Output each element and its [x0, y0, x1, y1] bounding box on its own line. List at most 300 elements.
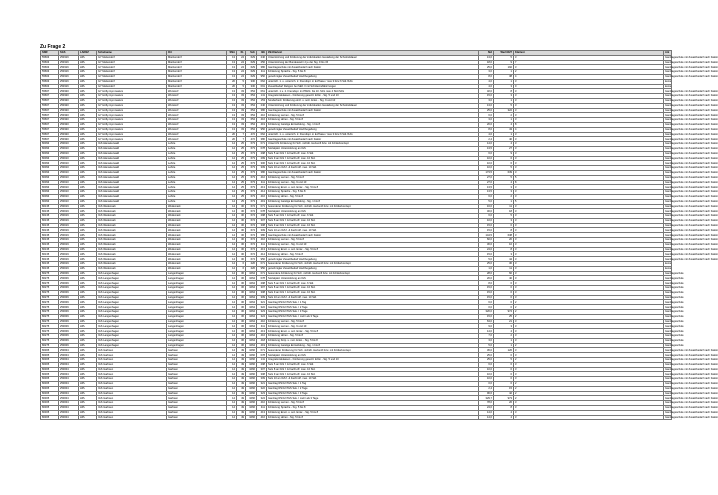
table-cell: Langenhagen: [167, 310, 227, 315]
table-cell: IGS Wedemark: [97, 214, 167, 219]
column-header: Wert3427: [494, 51, 514, 56]
column-header: ZB-Klartext: [267, 51, 479, 56]
table-cell: Ganztagsschule mit Zusatzbedarf nach Faktor: [665, 147, 718, 151]
table-cell: 6,0: [479, 300, 494, 305]
table-cell: 322: [494, 108, 514, 113]
table-cell: Wedemark: [167, 247, 227, 252]
table-cell: 49: [237, 372, 246, 377]
table-cell: 1064: [246, 338, 257, 343]
table-cell: Ganztagsschule mit Zusatzbedarf nach Faktor: [665, 204, 718, 208]
table-cell: 673: [246, 151, 257, 156]
table-cell: Förderung Sprache - Sig. 5 bis 8: [267, 190, 479, 195]
table-cell: IGS Hänselerwald: [97, 142, 167, 147]
table-cell: Unterstützung und Förderung der individuellen Gestaltung der Schulzeitdauer: [267, 103, 479, 108]
table-cell: 25: [494, 314, 514, 319]
table-cell: HPL: [79, 199, 97, 204]
table-cell: HPL: [79, 338, 97, 343]
table-cell: 410: [257, 113, 267, 118]
table-cell: 30: [237, 242, 246, 247]
table-cell: 320,0: [479, 310, 494, 315]
table-cell: 5: [514, 175, 664, 180]
table-cell: Garbsen: [167, 367, 227, 372]
table-cell: 13: [227, 118, 237, 123]
table-cell: 308: [257, 223, 267, 228]
table-cell: 3: [514, 362, 664, 367]
table-cell: 80305: [41, 405, 59, 410]
table-cell: 14: [227, 175, 237, 180]
table-cell: 3: [514, 118, 664, 123]
table-cell: 25: [237, 180, 246, 185]
table-cell: 062: [257, 79, 267, 84]
table-cell: 80275: [41, 286, 59, 291]
table-cell: Sozialpäd. Unterstützung an IGS: [267, 276, 479, 281]
table-cell: 2: [514, 386, 664, 391]
table-cell: 14: [227, 372, 237, 377]
table-cell: unterrich. 1. u. unterrich. 2. Fremdspr. in E-Phase / max 3 bzw 6 Std./SJG: [267, 79, 479, 84]
table-cell: 55663: [41, 74, 59, 79]
table-cell: 2: [494, 194, 514, 199]
table-cell: Ganztagsschule mit Zusatzbedarf nach Faktor: [665, 65, 718, 69]
table-cell: 253320: [59, 122, 79, 127]
table-cell: 3: [514, 156, 664, 161]
table-cell: 654: [246, 127, 257, 132]
table-cell: 416: [257, 415, 267, 420]
table-cell: 674: [246, 238, 257, 243]
table-cell: 14: [227, 362, 237, 367]
table-cell: Förderung Hören - Sig. 5 bis 8: [267, 118, 479, 123]
table-cell: 33: [237, 89, 246, 94]
table-cell: 973: [494, 396, 514, 401]
column-header: Anl: [664, 51, 672, 56]
table-cell: 0,0: [479, 381, 494, 386]
table-cell: 253004: [59, 377, 79, 382]
table-cell: 24: [237, 74, 246, 79]
table-cell: GY Meitendorf: [97, 79, 167, 84]
table-cell: 14: [227, 338, 237, 343]
table-cell: 324: [257, 314, 267, 319]
table-cell: 629: [246, 60, 257, 65]
table-cell: 15,0: [479, 223, 494, 228]
table-cell: 13,5: [479, 185, 494, 190]
table-cell: IGS Wedemark: [97, 238, 167, 243]
table-cell: 416: [257, 334, 267, 339]
table-cell: 80135: [41, 223, 59, 228]
table-cell: 14: [227, 391, 237, 396]
table-cell: 322: [257, 305, 267, 310]
table-cell: IGS Langenhagen: [97, 343, 167, 348]
table-cell: 25,0: [479, 262, 494, 267]
table-cell: 30: [237, 214, 246, 219]
table-cell: 253009: [59, 310, 79, 315]
table-cell: IGS Hänselerwald: [97, 194, 167, 199]
table-cell: 3: [514, 367, 664, 372]
table-cell: 10,0: [479, 166, 494, 171]
table-cell: Zusatzbedarf Religion bei SEK II mit Schülerzahlkürzungen: [267, 84, 479, 89]
table-cell: Lehrte: [167, 180, 227, 185]
table-cell: 13,0: [479, 103, 494, 108]
table-cell: 3: [514, 233, 664, 238]
table-cell: 80135: [41, 257, 59, 262]
table-cell: 15,0: [479, 228, 494, 233]
table-cell: GY Höfty-Gymnasium: [97, 94, 167, 99]
table-cell: Ganztagsschule mit Zusatzbedarf nach Faktor: [665, 123, 718, 127]
table-cell: 3: [514, 266, 664, 271]
table-cell: 0: [494, 290, 514, 295]
table-cell: Langenhagen: [167, 338, 227, 343]
table-cell: 5: [237, 84, 246, 89]
table-cell: 13: [227, 108, 237, 113]
table-cell: 40: [494, 137, 514, 142]
table-cell: Ganztag RS/GY/IGS Sek. I 2 Tage: [267, 386, 479, 391]
table-cell: Wunstorf: [167, 132, 227, 137]
table-cell: 380: [257, 137, 267, 142]
table-cell: 253009: [59, 329, 79, 334]
table-cell: 6: [237, 262, 246, 267]
table-cell: HPL: [79, 247, 97, 252]
table-cell: 322: [257, 386, 267, 391]
table-cell: 10,0: [479, 372, 494, 377]
table-cell: Garbsen: [167, 348, 227, 353]
table-cell: Langenhagen: [167, 290, 227, 295]
table-cell: 78,0: [479, 401, 494, 406]
table-cell: 9,0: [479, 324, 494, 329]
table-cell: 3: [494, 84, 514, 89]
table-cell: 1064: [246, 324, 257, 329]
table-cell: 1064: [246, 329, 257, 334]
table-cell: IGS Wedemark: [97, 204, 167, 209]
table-cell: Lehrte: [167, 166, 227, 171]
table-cell: Ganztagsschule mit Zusatzbedarf nach Faktor: [665, 128, 718, 132]
table-cell: 253010: [59, 190, 79, 195]
table-cell: 078: [257, 209, 267, 214]
table-cell: 3: [514, 242, 664, 247]
table-cell: keine: [665, 80, 672, 84]
table-cell: 3: [514, 137, 664, 142]
table-cell: Wunstorf: [167, 118, 227, 123]
table-cell: 226: [246, 262, 257, 267]
table-cell: 14: [227, 228, 237, 233]
table-cell: HPL: [79, 334, 97, 339]
table-cell: 3: [514, 55, 664, 60]
table-cell: 13: [227, 74, 237, 79]
table-cell: GY Höfty-Gymnasium: [97, 108, 167, 113]
table-cell: 4,0: [479, 132, 494, 137]
table-cell: Wunstorf: [167, 127, 227, 132]
table-cell: 253019: [59, 218, 79, 223]
table-cell: 3: [514, 98, 664, 103]
table-cell: 6,0: [479, 113, 494, 118]
table-cell: Wunstorf: [167, 113, 227, 118]
table-cell: 10,0: [479, 218, 494, 223]
table-cell: 062: [257, 132, 267, 137]
table-cell: Lehrte: [167, 161, 227, 166]
table-cell: 21: [494, 319, 514, 324]
table-cell: 674: [246, 228, 257, 233]
table-cell: 309: [257, 295, 267, 300]
table-cell: 1066: [246, 381, 257, 386]
table-cell: 49: [237, 401, 246, 406]
table-cell: HPL: [79, 185, 97, 190]
table-cell: 298: [257, 214, 267, 219]
table-cell: 80305: [41, 381, 59, 386]
table-cell: 14: [227, 209, 237, 214]
table-cell: 1066: [246, 401, 257, 406]
table-cell: 14: [227, 266, 237, 271]
table-cell: 60,0: [479, 238, 494, 243]
table-cell: 18,0: [479, 60, 494, 65]
table-cell: Lehrte: [167, 194, 227, 199]
table-cell: 3: [514, 151, 664, 156]
table-cell: 14: [227, 199, 237, 204]
table-cell: 14: [227, 247, 237, 252]
table-cell: 410: [257, 175, 267, 180]
table-cell: IGS Langenhagen: [97, 319, 167, 324]
table-cell: Ganztagsschule mit Zusatzbedarf nach Faktor: [665, 70, 718, 74]
table-cell: IGS Garbsen: [97, 377, 167, 382]
table-cell: 3: [494, 190, 514, 195]
table-cell: Ganztagsschule mit Zusatzbedarf nach Faktor: [665, 99, 718, 103]
column-header: Klartext: [514, 51, 664, 56]
table-cell: 13: [227, 55, 237, 60]
table-cell: 1064: [246, 286, 257, 291]
table-cell: 14: [227, 305, 237, 310]
table-cell: HPL: [79, 381, 97, 386]
table-cell: 14: [227, 405, 237, 410]
table-cell: 253004: [59, 353, 79, 358]
table-cell: 674: [246, 204, 257, 209]
table-cell: 10,0: [479, 377, 494, 382]
table-cell: HPL: [79, 276, 97, 281]
table-cell: 14: [227, 223, 237, 228]
table-cell: 1064: [246, 281, 257, 286]
table-cell: Lehrte: [167, 175, 227, 180]
table-cell: Garbsen: [167, 377, 227, 382]
table-cell: 55667: [41, 113, 59, 118]
table-cell: Sonderbedr. Förderung einzl. u. sozi. Entw. - Sig. 9 und 10: [267, 98, 479, 103]
table-cell: 80093: [41, 180, 59, 185]
table-cell: 629: [246, 55, 257, 60]
table-cell: IGS Langenhagen: [97, 334, 167, 339]
table-cell: IGS Wedemark: [97, 228, 167, 233]
table-cell: 654: [246, 108, 257, 113]
table-cell: HPL: [79, 209, 97, 214]
table-cell: 153: [257, 98, 267, 103]
table-cell: 253320: [59, 98, 79, 103]
table-cell: Garbsen: [167, 396, 227, 401]
table-cell: HPL: [79, 300, 97, 305]
table-cell: 10: [494, 242, 514, 247]
table-cell: 18: [494, 209, 514, 214]
table-cell: HPL: [79, 415, 97, 420]
table-cell: 4: [494, 329, 514, 334]
table-cell: 11: [494, 204, 514, 209]
table-cell: Garbsen: [167, 401, 227, 406]
table-cell: 30: [237, 233, 246, 238]
table-cell: 27,0: [479, 180, 494, 185]
table-cell: 253316: [59, 79, 79, 84]
table-cell: 253010: [59, 166, 79, 171]
table-cell: 4: [514, 127, 664, 132]
table-cell: Ganztagsschule mit Zusatzbedarf nach Faktor: [665, 243, 718, 247]
table-cell: 091: [257, 84, 267, 89]
table-cell: 253320: [59, 89, 79, 94]
table-cell: 413: [257, 329, 267, 334]
table-cell: Langenhagen: [167, 276, 227, 281]
table-cell: 14: [227, 300, 237, 305]
table-cell: IGS Hänselerwald: [97, 190, 167, 195]
table-cell: 253320: [59, 108, 79, 113]
table-cell: IGS Langenhagen: [97, 305, 167, 310]
table-cell: SuG 8 an IGS f. & Fachl.off. max. 10 Std.: [267, 218, 479, 223]
table-cell: Wunstorf: [167, 108, 227, 113]
table-cell: 323: [257, 310, 267, 315]
table-cell: 4: [494, 180, 514, 185]
table-cell: Ganztagsschule mit Zusatzbedarf nach Faktor: [665, 228, 718, 232]
table-cell: IGS Garbsen: [97, 372, 167, 377]
table-cell: 13: [227, 70, 237, 75]
table-cell: 15,0: [479, 314, 494, 319]
table-cell: Ganztagsschule mit Zusatzbedarf nach Faktor: [665, 363, 718, 367]
table-cell: 1066: [246, 348, 257, 353]
table-cell: HPL: [79, 290, 97, 295]
table-cell: Unterricht Förderung für Sch. nichtdt. Herkunft bzw. mit Förderkonzept: [267, 142, 479, 147]
table-cell: Ganztagsschule mit Zusatzbedarf nach Faktor: [665, 372, 718, 376]
table-cell: 7: [237, 137, 246, 142]
table-cell: 14: [227, 257, 237, 262]
table-cell: 14: [227, 415, 237, 420]
table-cell: 323: [257, 391, 267, 396]
table-cell: 36: [237, 271, 246, 276]
table-cell: Lehrte: [167, 199, 227, 204]
table-cell: 1: [494, 79, 514, 84]
table-cell: 413: [257, 410, 267, 415]
table-cell: 8: [494, 228, 514, 233]
table-cell: 253004: [59, 348, 79, 353]
table-cell: 2: [514, 343, 664, 348]
table-cell: 3: [514, 338, 664, 343]
table-cell: HPL: [79, 146, 97, 151]
table-cell: HPL: [79, 242, 97, 247]
table-cell: 55667: [41, 118, 59, 123]
table-cell: 071: [257, 262, 267, 267]
table-cell: 20,0: [479, 276, 494, 281]
table-cell: Ganztagsschule mit Zusatzbedarf nach Faktor: [665, 60, 718, 64]
table-cell: 673: [246, 146, 257, 151]
table-cell: 80275: [41, 334, 59, 339]
table-cell: 33: [237, 108, 246, 113]
table-cell: IGS Garbsen: [97, 353, 167, 358]
table-cell: 40: [494, 276, 514, 281]
table-cell: 3: [514, 410, 664, 415]
table-cell: 49: [237, 410, 246, 415]
table-cell: 3: [494, 185, 514, 190]
table-cell: 250: [257, 60, 267, 65]
table-cell: Wunstorf: [167, 89, 227, 94]
table-cell: 80093: [41, 142, 59, 147]
table-cell: 15,0: [479, 290, 494, 295]
table-cell: 253316: [59, 55, 79, 60]
table-cell: 253019: [59, 214, 79, 219]
table-cell: 3: [514, 262, 664, 267]
table-cell: 253010: [59, 175, 79, 180]
table-cell: 253010: [59, 180, 79, 185]
table-cell: 49: [237, 391, 246, 396]
table-cell: 80305: [41, 377, 59, 382]
table-cell: GY Meitendorf: [97, 55, 167, 60]
table-cell: Ganztagsschule: [665, 310, 684, 314]
table-cell: 1064: [246, 271, 257, 276]
table-cell: Integrationsklassen - Förderung gesetzl. Erfal. - Sig. 5 und 10: [267, 358, 479, 363]
table-cell: 33: [237, 98, 246, 103]
table-cell: Ganztagsschule mit Zusatzbedarf nach Faktor: [665, 166, 718, 170]
table-cell: 141: [257, 358, 267, 363]
table-cell: IGS Langenhagen: [97, 300, 167, 305]
table-cell: Ganztagsschule: [665, 300, 684, 304]
table-cell: 6: [494, 161, 514, 166]
table-cell: 25: [237, 142, 246, 147]
table-cell: 078: [257, 276, 267, 281]
table-cell: 5: [514, 199, 664, 204]
table-cell: 36: [237, 290, 246, 295]
table-cell: 26: [494, 401, 514, 406]
table-cell: IGS Hänselerwald: [97, 170, 167, 175]
table-cell: 411: [257, 180, 267, 185]
table-cell: HPL: [79, 118, 97, 123]
table-cell: 411: [257, 324, 267, 329]
table-cell: IGS Wedemark: [97, 252, 167, 257]
table-cell: 253009: [59, 305, 79, 310]
table-cell: 55667: [41, 108, 59, 113]
table-cell: 14: [227, 218, 237, 223]
table-cell: 3: [514, 271, 664, 276]
table-cell: HPL: [79, 233, 97, 238]
table-cell: 80305: [41, 410, 59, 415]
table-cell: SuG 10 an IGS f. & Fachl.off. max. 10 Std.: [267, 295, 479, 300]
table-cell: 1066: [246, 396, 257, 401]
table-cell: Mietzendorf: [167, 84, 227, 89]
data-table: [40, 50, 718, 420]
table-cell: HPL: [79, 194, 97, 199]
table-cell: IGS Garbsen: [97, 410, 167, 415]
table-cell: Wunstorf: [167, 103, 227, 108]
table-cell: 253320: [59, 94, 79, 99]
table-cell: 80093: [41, 146, 59, 151]
table-cell: 1,0: [479, 266, 494, 271]
table-cell: 36: [237, 300, 246, 305]
table-cell: 253019: [59, 262, 79, 267]
table-cell: HPL: [79, 65, 97, 70]
table-cell: Ganztag RS/GY/IGS Sek. I mehr als 3 Tage: [267, 314, 479, 319]
table-cell: Wunstorf: [167, 94, 227, 99]
table-cell: 253009: [59, 338, 79, 343]
table-cell: 3: [514, 94, 664, 99]
table-cell: 9: [494, 151, 514, 156]
table-cell: 307: [257, 218, 267, 223]
table-cell: genehmigter Zusatzbedarf Hochbegabung: [267, 257, 479, 262]
table-cell: HPL: [79, 204, 97, 209]
table-cell: Garbsen: [167, 391, 227, 396]
table-cell: IGS Garbsen: [97, 386, 167, 391]
table-cell: 14: [227, 295, 237, 300]
table-cell: Langenhagen: [167, 343, 227, 348]
table-cell: Ganztagsschule mit Zusatzbedarf nach Faktor: [665, 104, 718, 108]
table-cell: 96,6: [479, 391, 494, 396]
table-cell: IGS Garbsen: [97, 405, 167, 410]
table-cell: 078: [257, 146, 267, 151]
table-cell: 80093: [41, 199, 59, 204]
table-cell: 20: [227, 84, 237, 89]
table-cell: Ganztagsschule mit Zusatzbedarf nach Faktor: [267, 170, 479, 175]
